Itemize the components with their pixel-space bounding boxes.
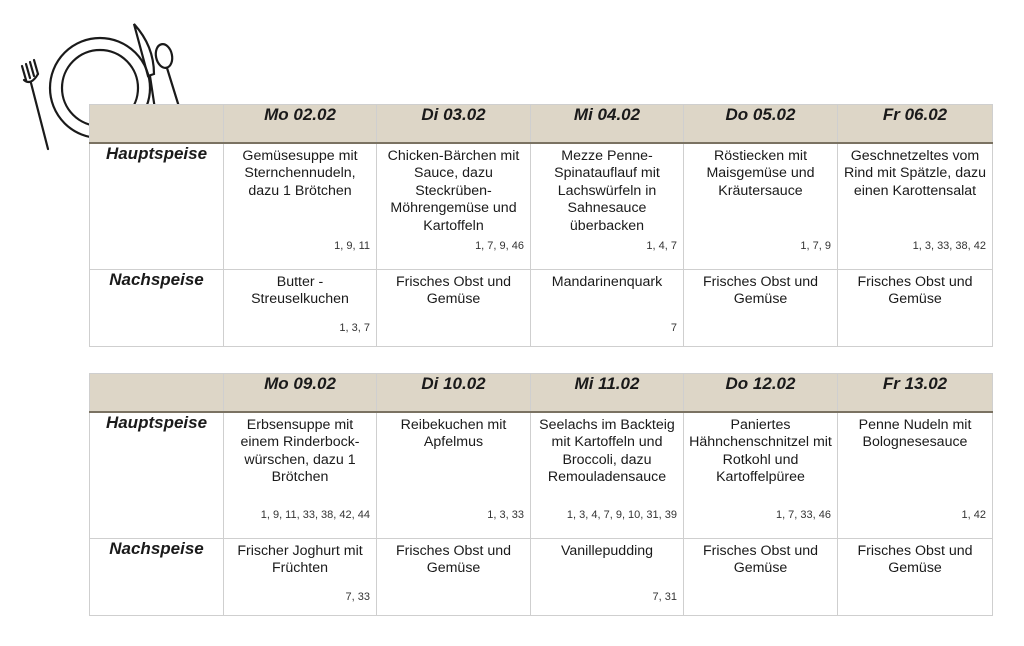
main-course-cell [224,412,377,539]
row-label-dessert: Nachspeise [90,539,224,616]
dessert-row [90,270,993,347]
allergen-codes: 1, 3, 33, 38, 42 [912,239,986,252]
dish-text: Seelachs im Backteig mit Kartoffeln und Broccoli, dazu Remouladensauce [539,417,675,486]
allergen-codes: 7, 33 [345,590,370,603]
dessert-cell [377,539,531,616]
day-header: Mi 11.02 [531,374,684,413]
dessert-cell [224,539,377,616]
header-corner [90,374,224,413]
main-course-row [90,412,993,539]
allergen-codes: 1, 9, 11 [334,239,370,252]
main-course-cell [684,143,838,270]
menu-table-week-1 [89,104,993,347]
dessert-cell [377,270,531,347]
dish-text: Reibekuchen mit Apfelmus [400,417,507,451]
dish-text: Röstiecken mit Maisgemüse und Kräutersauce [706,148,815,199]
day-header: Mo 02.02 [224,105,377,144]
dish-text: Gemüsesuppe mit Sternchennudeln, dazu 1 Brötchen [242,148,358,199]
main-course-cell [377,143,531,270]
dish-text: Frisches Obst und Gemüse [702,543,819,577]
dish-text: Frischer Joghurt mit Früchten [237,543,363,577]
dish-text: Butter - Streuselkuchen [251,274,349,308]
allergen-codes: 1, 42 [961,508,986,521]
dessert-cell [531,270,684,347]
day-header: Fr 13.02 [838,374,993,413]
main-course-row [90,143,993,270]
dessert-cell [684,539,838,616]
dessert-row [90,539,993,616]
allergen-codes: 7 [670,321,677,334]
dish-text: Penne Nudeln mit Bolognesesauce [858,417,972,451]
main-course-cell [377,412,531,539]
day-header: Di 03.02 [377,105,531,144]
dessert-cell [838,270,993,347]
dish-text: Frisches Obst und Gemüse [702,274,819,308]
day-header-row [90,374,993,413]
day-header: Mi 04.02 [531,105,684,144]
day-header-row [90,105,993,144]
dish-text: Frisches Obst und Gemüse [857,543,973,577]
dessert-cell [838,539,993,616]
allergen-codes: 1, 7, 33, 46 [775,508,831,521]
day-header: Do 05.02 [684,105,838,144]
allergen-codes: 1, 7, 9, 46 [475,239,524,252]
main-course-cell [838,143,993,270]
row-label-main: Hauptspeise [90,143,224,270]
dish-text: Geschnetzeltes vom Rind mit Spätzle, dazu einen Karottensalat [844,148,986,199]
dish-text: Paniertes Hähnchenschnitzel mit Rotkohl und Kartoffelpüree [689,417,832,486]
header-corner [90,105,224,144]
row-label-dessert: Nachspeise [90,270,224,347]
dessert-cell [224,270,377,347]
day-header: Mo 09.02 [224,374,377,413]
day-header: Do 12.02 [684,374,838,413]
allergen-codes: 1, 7, 9 [800,239,831,252]
allergen-codes: 7, 31 [652,590,677,603]
main-course-cell [531,143,684,270]
dish-text: Frisches Obst und Gemüse [395,543,512,577]
allergen-codes: 1, 9, 11, 33, 38, 42, 44 [260,508,370,521]
main-course-cell [838,412,993,539]
allergen-codes: 1, 3, 7 [339,321,370,334]
dish-text: Frisches Obst und Gemüse [857,274,973,308]
main-course-cell [224,143,377,270]
dish-text: Erbsensuppe mit einem Rinderbock-würschen, dazu 1 Brötchen [240,417,360,486]
main-course-cell [684,412,838,539]
row-label-main: Hauptspeise [90,412,224,539]
dessert-cell [531,539,684,616]
dish-text: Vanillepudding [560,543,654,559]
day-header: Di 10.02 [377,374,531,413]
day-header: Fr 06.02 [838,105,993,144]
menu-table-week-2 [89,373,993,616]
dessert-cell [684,270,838,347]
main-course-cell [531,412,684,539]
allergen-codes: 1, 3, 33 [487,508,524,521]
dish-text: Mandarinenquark [551,274,663,290]
dish-text: Mezze Penne-Spinatauflauf mit Lachswürfeln in Sahnesauce überbacken [554,148,660,234]
dish-text: Frisches Obst und Gemüse [395,274,512,308]
dish-text: Chicken-Bärchen mit Sauce, dazu Steckrüben-Möhrengemüse und Kartoffeln [387,148,520,234]
allergen-codes: 1, 4, 7 [646,239,677,252]
allergen-codes: 1, 3, 4, 7, 9, 10, 31, 39 [566,508,677,521]
